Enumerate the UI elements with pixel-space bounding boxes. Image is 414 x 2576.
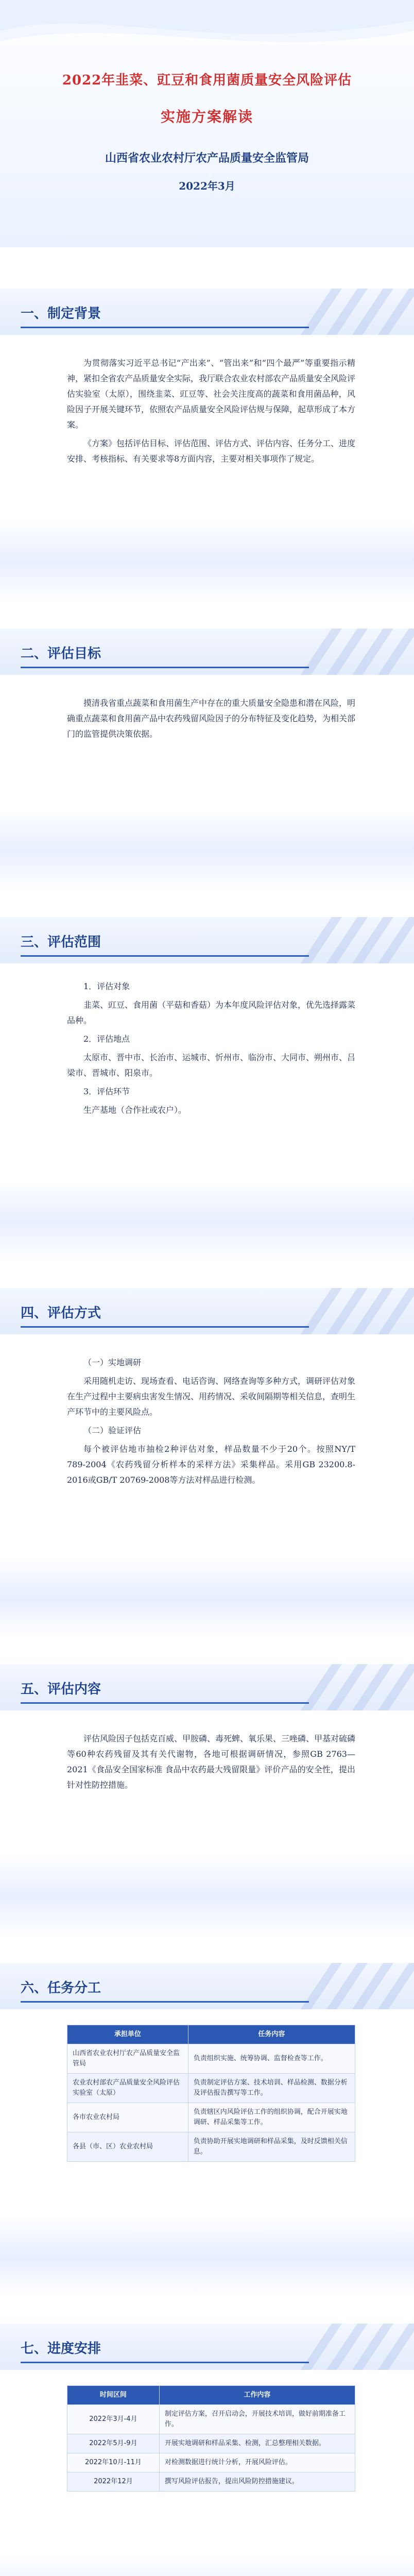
section-goals-body bbox=[67, 696, 355, 745]
divider-band bbox=[0, 1556, 414, 1638]
publisher: 山西省农业农村厅农产品质量安全监管局 bbox=[105, 151, 309, 165]
stripe-decoration-icon bbox=[301, 2324, 414, 2370]
paragraph: 评估风险因子包括克百威、甲胺磷、毒死蜱、氧乐果、三唑磷、甲基对硫磷等60种农药残留及其有关代谢物，各地可根据调研情况，参照GB 2763—2021《食品安全国家标准 食品中农药最大残留限量》评价产品的安全性，提出针对性防控措施。 bbox=[67, 1734, 356, 1790]
table-header: 工作内容 bbox=[159, 2386, 355, 2405]
table-row: 各县（市、区）农业农村局 负责协助开展实地调研和样品采集，及时反馈相关信息。 bbox=[67, 2132, 355, 2162]
table-row: 各市农业农村局 负责辖区内风险评估工作的组织协调，配合开展实地调研、样品采集等工作。 bbox=[67, 2103, 355, 2132]
paragraph: 为贯彻落实习近平总书记“产出来”、“管出来”和“四个最严”等重要指示精神，紧扣全省农产品质量安全实际，我厅联合农业农村部农产品质量安全风险评估实验室（太原），围绕韭菜、豇豆等、社会关注度高的蔬菜和食用菌品种，风险因子开展关键环节，依照农产品质量安全风险评估规与保障，起草形成了本方案。 bbox=[67, 358, 356, 430]
document-title-line1: 2022年韭菜、豇豆和食用菌质量安全风险评估 bbox=[62, 73, 352, 88]
stripe-decoration-icon bbox=[301, 1963, 414, 2009]
section-header-schedule bbox=[0, 2324, 414, 2370]
section-header-method bbox=[0, 1288, 414, 1334]
section-title: 六、任务分工 bbox=[21, 1980, 101, 1996]
divider-band bbox=[0, 1855, 414, 1937]
section-header-content bbox=[0, 1664, 414, 1710]
list-item: 太原市、晋中市、长治市、运城市、忻州市、临汾市、大同市、朔州市、吕梁市、晋城市、阳泉市。 bbox=[67, 1053, 356, 1078]
table-row: 山西省农业农村厅农产品质量安全监管局 负责组织实施、统筹协调、监督检查等工作。 bbox=[67, 2044, 355, 2074]
divider-band bbox=[0, 1180, 414, 1262]
divider-band bbox=[0, 2555, 414, 2576]
list-item: 1．评估对象 bbox=[83, 981, 130, 991]
section-header-background bbox=[0, 289, 414, 335]
table-header: 任务内容 bbox=[188, 2025, 355, 2044]
table-row: 2022年12月 撰写风险评估报告，提出风险防控措施建议。 bbox=[67, 2472, 355, 2492]
section-header-scope bbox=[0, 917, 414, 963]
stripe-decoration-icon bbox=[301, 1288, 414, 1334]
table-row: 2022年10月-11月 对检测数据进行统计分析，开展风险评估。 bbox=[67, 2453, 355, 2472]
section-title: 七、进度安排 bbox=[21, 2341, 101, 2357]
document-title-line2: 实施方案解读 bbox=[160, 108, 253, 125]
stripe-decoration-icon bbox=[301, 1664, 414, 1710]
paragraph: 每个被评估地市抽检2种评估对象，样品数量不少于20个。按照NY/T 789-2004《农药残留分析样本的采样方法》采集样品。采用GB 23200.8-2016或GB/T 20769-2008等方法对样品进行检测。 bbox=[67, 1444, 355, 1485]
section-content-body bbox=[67, 1731, 355, 1796]
list-item: 2．评估地点 bbox=[83, 1034, 130, 1044]
table-header: 时间区间 bbox=[67, 2386, 160, 2405]
tasks-table bbox=[67, 2025, 355, 2162]
divider-band bbox=[0, 809, 414, 891]
section-method-body bbox=[67, 1355, 355, 1491]
section-title: 二、评估目标 bbox=[21, 646, 101, 662]
stripe-decoration-icon bbox=[301, 917, 414, 963]
divider-band bbox=[0, 520, 414, 603]
stripe-decoration-icon bbox=[301, 629, 414, 675]
paragraph: 摸清我省重点蔬菜和食用菌生产中存在的重大质量安全隐患和潜在风险，明确重点蔬菜和食用菌产品中农药残留风险因子的分布特征及变化趋势，为相关部门的监管提供决策依据。 bbox=[67, 698, 356, 739]
section-scope-body bbox=[67, 979, 355, 1121]
publish-date: 2022年3月 bbox=[179, 180, 235, 192]
wave-decoration-icon bbox=[0, 0, 414, 62]
divider-band bbox=[0, 2215, 414, 2298]
table-row: 2022年5月-9月 开展实地调研和样品采集、检测，汇总整理相关数据。 bbox=[67, 2434, 355, 2453]
list-item: 韭菜、豇豆、食用菌（平菇和香菇）为本年度风险评估对象，优先选择露菜品种。 bbox=[67, 1000, 356, 1025]
section-header-goals bbox=[0, 629, 414, 675]
section-title: 一、制定背景 bbox=[21, 306, 101, 321]
table-row: 2022年3月-4月 制定评估方案，召开启动会，开展技术培训，做好前期准备工作。 bbox=[67, 2405, 355, 2434]
list-item: 3．评估环节 bbox=[83, 1087, 130, 1096]
section-background-body bbox=[67, 355, 355, 470]
paragraph: 《方案》包括评估目标、评估范围、评估方式、评估内容、任务分工、进度安排、考核指标、有关要求等8方面内容，主要对相关事项作了规定。 bbox=[67, 438, 356, 464]
section-header-tasks bbox=[0, 1963, 414, 2009]
title-block bbox=[0, 0, 414, 247]
schedule-table bbox=[67, 2385, 355, 2492]
paragraph: 采用随机走访、现场查看、电话咨询、网络查询等多种方式，调研评估对象在生产过程中主要病虫害发生情况、用药情况、采收间隔期等相关信息，查明生产环节中的主要风险点。 bbox=[67, 1376, 356, 1417]
table-row: 农业农村部农产品质量安全风险评估实验室（太原） 负责制定评估方案、技术培训、样品检测、数据分析及评估报告撰写等工作。 bbox=[67, 2074, 355, 2103]
list-item: （二）验证评估 bbox=[83, 1426, 142, 1435]
list-item: （一）实地调研 bbox=[83, 1358, 142, 1367]
table-header: 承担单位 bbox=[67, 2025, 188, 2044]
section-title: 五、评估内容 bbox=[21, 1682, 101, 1697]
stripe-decoration-icon bbox=[301, 289, 414, 335]
section-title: 三、评估范围 bbox=[21, 935, 101, 950]
list-item: 生产基地（合作社或农户）。 bbox=[83, 1105, 187, 1115]
section-title: 四、评估方式 bbox=[21, 1306, 101, 1321]
